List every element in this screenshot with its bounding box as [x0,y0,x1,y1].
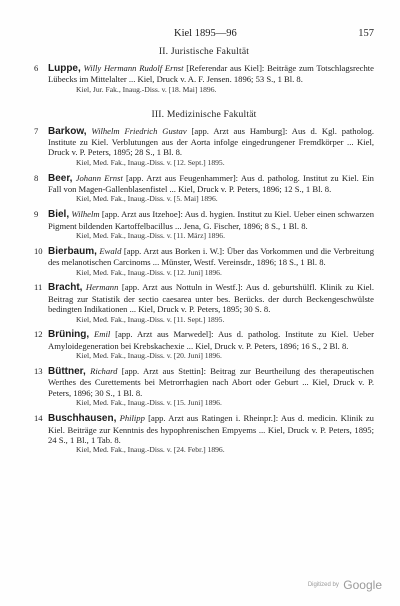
section-heading-medicine: III. Medizinische Fakultät [151,108,257,120]
entry-description: [app. Arzt aus Nottuln in Westf.]: Aus d. geburtshülfl. Klinik zu Kiel. Beitrag zur Statistik der sectio caesarea unter bes. Berücks. der durch Beckengeschwülste bedingten Indikationen ... Kiel, Druck v. P. Peters, 1895; 30 S. 8. [48,282,374,315]
entry-number: 6 [34,63,39,73]
entry-number: 8 [34,172,39,183]
entry-dissertation-note: Kiel, Med. Fak., Inaug.-Diss. v. [15. Juni] 1896. [76,398,222,408]
entry-surname: Beer, [48,172,73,184]
watermark-prefix: Digitized by [307,581,339,588]
entry-description: [app. Arzt aus Feugenhammer]: Aus d. patholog. Institut zu Kiel. Ein Fall von Magen-Gallenblasenfistel ... Kiel, Druck v. P. Peters, 1896; 12 S., 1 Bl. 8. [48,172,374,195]
entry-given-names: Emil [94,329,111,340]
google-watermark [308,576,382,594]
entry-dissertation-note: Kiel, Jur. Fak., Inaug.-Diss. v. [18. Mai] 1896. [76,84,217,94]
entry-given-names: Hermann [85,282,119,293]
bibliography-entry [34,173,374,205]
entry-dissertation-note: Kiel, Med. Fak., Inaug.-Diss. v. [11. Sept.] 1895. [76,314,225,324]
bibliography-entry [34,63,374,95]
entry-description: [app. Arzt aus Marwedel]: Aus d. patholog. Institute zu Kiel. Ueber Amyloidegeneration bei Krebskachexie ... Kiel, Druck v. P. Peters, 1896; 16 S., 2 Bl. 8. [48,329,374,351]
bibliography-entry [34,329,374,361]
entry-number: 10 [34,245,43,256]
entry-surname: Bracht, [48,282,83,294]
entry-number: 7 [34,125,39,136]
entry-description: [app. Arzt aus Stettin]: Beitrag zur Beurtheilung des therapeutischen Werthes des Curettements bei Metrorrhagien nach Abort oder Geburt ... Kiel, Druck v. P. Peters, 1896; 30 S., 1 Bl. 8. [48,366,374,398]
bibliography-entry [34,366,374,408]
section-heading-law: II. Juristische Fakultät [158,46,250,57]
entry-dissertation-note: Kiel, Med. Fak., Inaug.-Diss. v. [20. Juni] 1896. [76,351,222,361]
entry-number: 9 [34,209,39,220]
bibliography-entry [34,246,374,278]
entry-surname: Biel, [48,209,70,221]
entry-given-names: Johann Ernst [75,172,123,183]
watermark-brand: Google [343,577,382,592]
entry-surname: Buschhausen, [48,413,117,425]
entry-number: 12 [34,329,43,340]
entry-given-names: Willy Hermann Rudolf Ernst [83,63,184,73]
entry-given-names: Richard [90,366,118,377]
entry-dissertation-note: Kiel, Med. Fak., Inaug.-Diss. v. [12. Juni] 1896. [76,267,222,277]
entry-description: [app. Arzt aus Ratingen i. Rheinpr.]: Aus d. medicin. Klinik zu Kiel. Beiträge zur Kenntnis des hypophrenischen Empyems ... Kiel, Druck v. P. Peters, 1895; 24 S., 1 Bl., 1 Tab. 8. [48,413,374,445]
entry-number: 11 [34,282,43,293]
entry-description: [app. Arzt aus Itzehoe]: Aus d. hygien. Institut zu Kiel. Ueber einen schwarzen Pigment bildenden Kartoffelbacillus ... Jena, G. Fischer, 1896; 8 S., 1 Bl. 8. [48,209,374,231]
page-number: 157 [358,28,374,39]
bibliography-entry [34,413,374,455]
entry-surname: Bierbaum, [48,245,97,257]
entry-surname: Brüning, [48,329,90,341]
entry-given-names: Wilhelm Friedrich Gustav [91,125,187,136]
bibliography-entry [34,282,374,324]
bibliography-entry [34,126,374,168]
law-entries [34,63,374,95]
entry-dissertation-note: Kiel, Med. Fak., Inaug.-Diss. v. [5. Mai] 1896. [76,194,218,204]
entry-dissertation-note: Kiel, Med. Fak., Inaug.-Diss. v. [12. Sept.] 1895. [76,157,225,167]
entry-description: [app. Arzt aus Borken i. W.]: Über das Vorkommen und die Verbreitung des melanotischen Carcinoms ... Münster, Westf. Vereinsdr., 1896; 18 S., 1 Bl. 8. [48,245,374,268]
entry-dissertation-note: Kiel, Med. Fak., Inaug.-Diss. v. [11. März] 1896. [76,231,225,241]
entry-number: 14 [34,413,43,424]
entry-given-names: Philipp [119,413,145,424]
entry-given-names: Ewald [99,245,122,256]
running-head-title: Kiel 1895—96 [174,28,237,39]
entry-description: [app. Arzt aus Hamburg]: Aus d. Kgl. patholog. Institute zu Kiel. Verblutungen aus der Aorta infolge eingedrungener Fremdkörper ... Kiel, Druck v. P. Peters, 1895; 28 S., 1 Bl. 8. [48,125,375,158]
running-head [34,28,374,42]
entry-given-names: Wilhelm [71,209,100,220]
medicine-entries [34,126,374,456]
entry-dissertation-note: Kiel, Med. Fak., Inaug.-Diss. v. [24. Febr.] 1896. [76,445,225,455]
entry-number: 13 [34,366,43,377]
entry-description: [Referendar aus Kiel]: Beiträge zum Totschlagsrechte Lübecks im Mittelalter ... Kiel, Druck v. A. F. Jensen. 1896; 53 S., 1 Bl. 8. [48,63,374,85]
entry-surname: Büttner, [48,366,86,378]
entry-surname: Luppe, [48,63,81,74]
bibliography-entry [34,209,374,241]
entry-surname: Barkow, [48,125,87,137]
